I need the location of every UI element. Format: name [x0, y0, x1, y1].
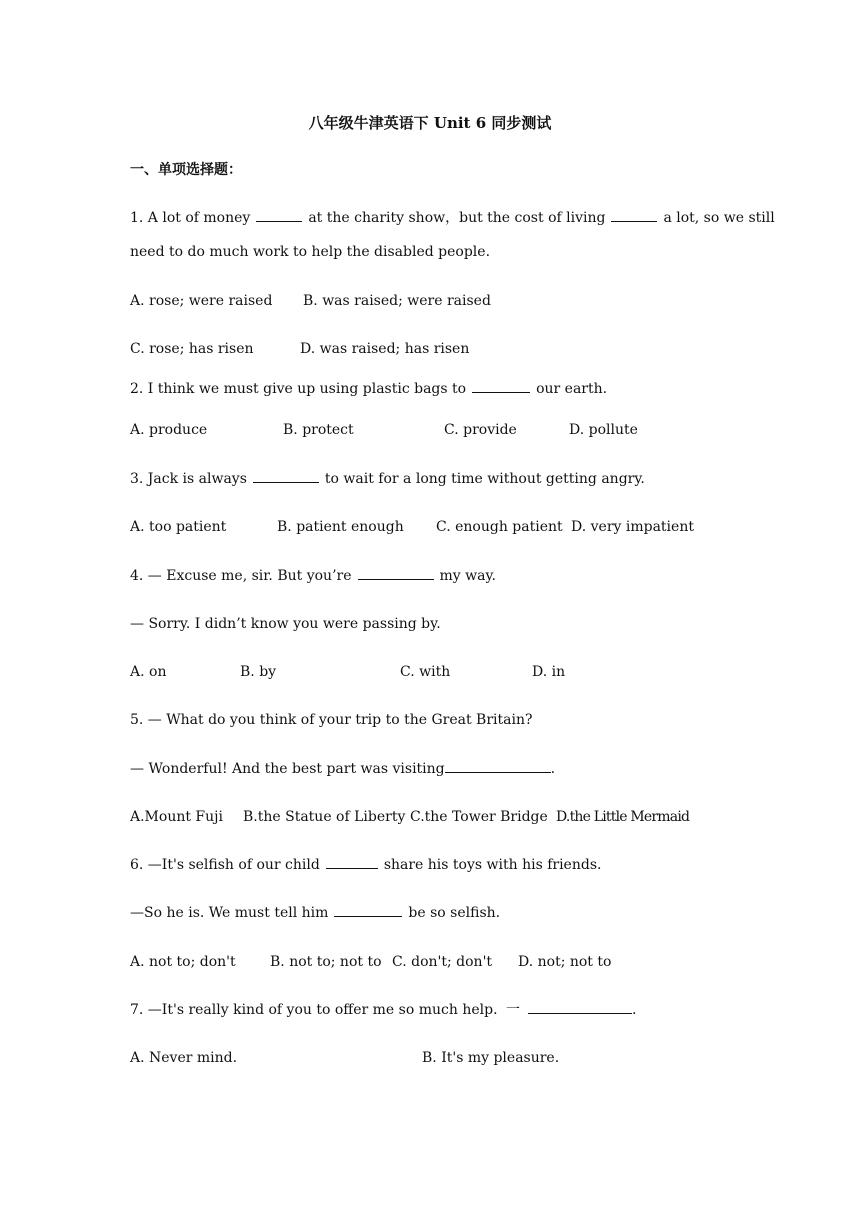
question-7-option-a: A. Never mind. — [130, 1050, 238, 1066]
question-7-option-b: B. It's my pleasure. — [422, 1050, 560, 1066]
question-6-text-b: share his toys with his friends. — [383, 857, 602, 873]
question-1-option-c: C. rose; has risen — [130, 341, 254, 357]
document-title: 八年级牛津英语下 Unit 6 同步测试 — [308, 114, 552, 132]
question-4-text-b: my way. — [439, 568, 496, 584]
question-6-text-d: be so selfish. — [408, 905, 501, 921]
question-2-line-1 — [130, 380, 607, 398]
question-3-text-a: 3. Jack is always — [130, 471, 247, 487]
answer-blank — [253, 470, 319, 483]
question-5-text-b: . — [550, 761, 556, 777]
question-6-line-1 — [130, 856, 601, 874]
question-3-option-b: B. patient enough — [277, 519, 404, 535]
question-5-line-1: 5. — What do you think of your trip to the Great Britain? — [130, 712, 533, 728]
question-6-line-2 — [130, 904, 500, 922]
question-1-option-d: D. was raised; has risen — [300, 341, 470, 357]
question-4-option-a: A. on — [130, 664, 167, 680]
question-2-option-d: D. pollute — [569, 422, 638, 438]
question-1-text-c: a lot, so we still — [663, 210, 775, 226]
question-1-text-a: 1. A lot of money — [130, 210, 251, 226]
question-1-line-1 — [130, 209, 775, 227]
question-4-line-1 — [130, 567, 496, 585]
question-5-line-2 — [130, 760, 555, 778]
answer-blank — [611, 209, 657, 222]
question-1-line-2: need to do much work to help the disabled people. — [130, 244, 491, 260]
question-5-option-d: D.the Little Mermaid — [556, 809, 690, 825]
question-5-option-b: B.the Statue of Liberty — [243, 809, 406, 825]
question-4-text-a: 4. — Excuse me, sir. But you’re — [130, 568, 352, 584]
answer-blank — [472, 380, 530, 393]
question-6-text-a: 6. —It's selfish of our child — [130, 857, 320, 873]
answer-blank — [326, 856, 378, 869]
question-6-option-a: A. not to; don't — [130, 954, 236, 970]
answer-blank — [334, 904, 402, 917]
question-7-line-1 — [130, 1001, 636, 1019]
question-2-text-a: 2. I think we must give up using plastic bags to — [130, 381, 467, 397]
answer-blank — [528, 1001, 632, 1014]
question-7-text-b: . — [631, 1002, 637, 1018]
question-1-text-b: at the charity show，but the cost of living — [308, 210, 606, 226]
question-1-option-a: A. rose; were raised — [130, 293, 273, 309]
answer-blank — [358, 567, 434, 580]
question-2-option-c: C. provide — [444, 422, 517, 438]
question-3-text-b: to wait for a long time without getting angry. — [324, 471, 645, 487]
question-3-line-1 — [130, 470, 645, 488]
question-3-option-a: A. too patient — [130, 519, 227, 535]
question-6-option-c: C. don't; don't — [392, 954, 493, 970]
question-2-option-a: A. produce — [130, 422, 208, 438]
answer-blank — [256, 209, 302, 222]
question-5-text-a: — Wonderful! And the best part was visiting — [130, 761, 445, 777]
question-6-option-b: B. not to; not to — [270, 954, 382, 970]
question-6-option-d: D. not; not to — [518, 954, 612, 970]
question-4-option-c: C. with — [400, 664, 451, 680]
question-6-text-c: —So he is. We must tell him — [130, 905, 329, 921]
answer-blank — [445, 760, 551, 773]
question-4-option-b: B. by — [240, 664, 277, 680]
question-5-option-a: A.Mount Fuji — [130, 809, 223, 825]
section-heading: 一、单项选择题： — [130, 162, 242, 178]
question-2-option-b: B. protect — [283, 422, 354, 438]
question-4-line-2: — Sorry. I didn’t know you were passing by. — [130, 616, 441, 632]
question-7-text-a: 7. —It's really kind of you to offer me so much help. — [130, 1002, 498, 1018]
question-3-option-c: C. enough patient — [436, 519, 563, 535]
question-3-option-d: D. very impatient — [571, 519, 694, 535]
question-1-option-b: B. was raised; were raised — [303, 293, 491, 309]
question-5-option-c: C.the Tower Bridge — [410, 809, 548, 825]
question-7-dash: 一 — [505, 1002, 520, 1018]
question-2-text-b: our earth. — [536, 381, 608, 397]
question-4-option-d: D. in — [532, 664, 566, 680]
